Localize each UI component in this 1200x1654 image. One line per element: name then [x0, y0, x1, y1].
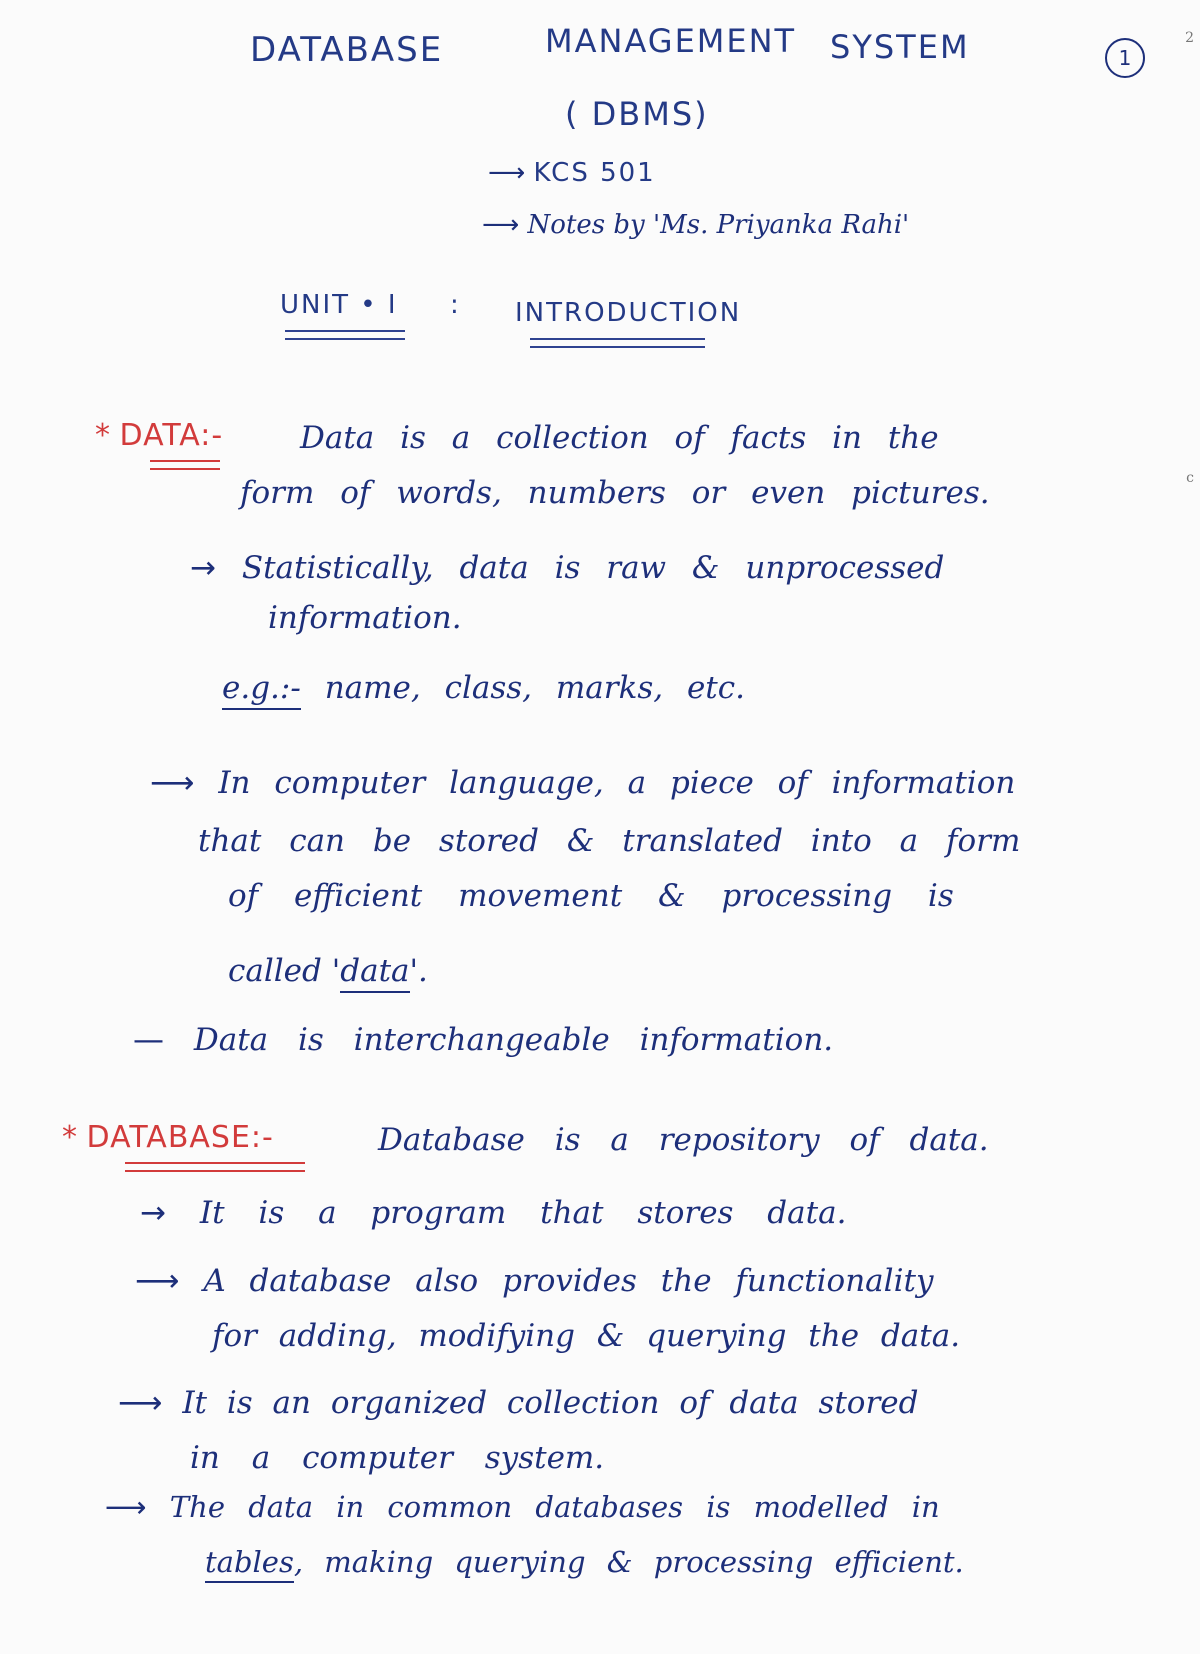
data-bullet-2-line1: In computer language, a piece of information — [218, 765, 1016, 801]
database-bullet-4 — [105, 1490, 940, 1524]
margin-mark-top: 2 — [1185, 30, 1194, 46]
arrow-icon: ⟶ — [105, 1490, 147, 1524]
code-line — [488, 158, 656, 188]
database-bullet-4-line1: The data in common databases is modelled in — [169, 1490, 940, 1524]
title-abbreviation: ( DBMS) — [565, 95, 709, 133]
database-bullet-2-line1: A database also provides the functionality — [203, 1263, 934, 1299]
unit-title-underline — [530, 338, 705, 348]
data-def-line2: form of words, numbers or even pictures. — [240, 475, 990, 511]
data-term: data — [340, 953, 409, 993]
database-bullet-4-line2-rest: , making querying & processing efficient. — [293, 1545, 964, 1579]
called-text: called ' — [228, 953, 341, 989]
data-heading: DATA:- — [119, 418, 224, 453]
data-bullet-2-line2: that can be stored & translated into a form — [198, 823, 1021, 859]
unit-title: INTRODUCTION — [515, 298, 742, 328]
arrow-icon: ⟶ — [135, 1263, 180, 1299]
arrow-icon: — — [133, 1022, 164, 1058]
asterisk-icon: * — [95, 418, 110, 453]
margin-mark-mid: c — [1186, 470, 1194, 486]
data-bullet-2-line3: of efficient movement & processing is — [228, 878, 954, 914]
data-bullet-2-line4 — [228, 953, 428, 989]
unit-separator: : — [450, 290, 461, 320]
database-bullet-3 — [118, 1385, 918, 1421]
database-bullet-1 — [140, 1195, 846, 1231]
example-text: name, class, marks, etc. — [324, 670, 745, 706]
database-bullet-3-line2: in a computer system. — [190, 1440, 605, 1476]
arrow-icon: ⟶ — [118, 1385, 163, 1421]
data-bullet-1-line2: information. — [268, 600, 462, 636]
page-number-badge — [1105, 38, 1145, 78]
course-code: KCS 501 — [533, 158, 656, 188]
data-heading-line — [95, 418, 223, 453]
arrow-icon: ⟶ — [482, 210, 520, 240]
unit-label: UNIT • I — [280, 290, 398, 320]
database-bullet-4-line2 — [205, 1545, 964, 1579]
database-def-line1: Database is a repository of data. — [378, 1122, 989, 1158]
data-bullet-1-line1: Statistically, data is raw & unprocessed — [241, 550, 945, 586]
title-word-database: DATABASE — [250, 30, 444, 70]
title-word-management: MANAGEMENT — [545, 22, 797, 60]
arrow-icon: ⟶ — [488, 158, 526, 188]
called-close: '. — [409, 953, 428, 989]
tables-term: tables — [205, 1545, 294, 1583]
unit-underline — [285, 330, 405, 340]
data-heading-underline — [150, 460, 220, 470]
arrow-icon: → — [140, 1195, 166, 1231]
title-word-system: SYSTEM — [830, 28, 970, 66]
page-number: 1 — [1118, 46, 1132, 70]
data-bullet-3-text: Data is interchangeable information. — [193, 1022, 834, 1058]
database-bullet-1-text: It is a program that stores data. — [199, 1195, 847, 1231]
example-label: e.g.:- — [222, 670, 301, 710]
notes-author-line — [482, 210, 909, 240]
data-bullet-3 — [133, 1022, 833, 1058]
data-def-line1: Data is a collection of facts in the — [300, 420, 939, 456]
database-bullet-2-line2: for adding, modifying & querying the data. — [212, 1318, 961, 1354]
arrow-icon: → — [190, 550, 216, 586]
database-heading-underline — [125, 1162, 305, 1172]
database-heading-line — [62, 1120, 274, 1155]
data-bullet-2 — [150, 765, 1015, 801]
database-bullet-3-line1: It is an organized collection of data stored — [182, 1385, 919, 1421]
data-bullet-1 — [190, 550, 944, 586]
database-bullet-2 — [135, 1263, 933, 1299]
notes-author: Notes by 'Ms. Priyanka Rahi' — [527, 210, 910, 240]
data-example — [222, 670, 745, 706]
arrow-icon: ⟶ — [150, 765, 195, 801]
database-heading: DATABASE:- — [86, 1120, 274, 1155]
asterisk-icon: * — [62, 1120, 77, 1155]
